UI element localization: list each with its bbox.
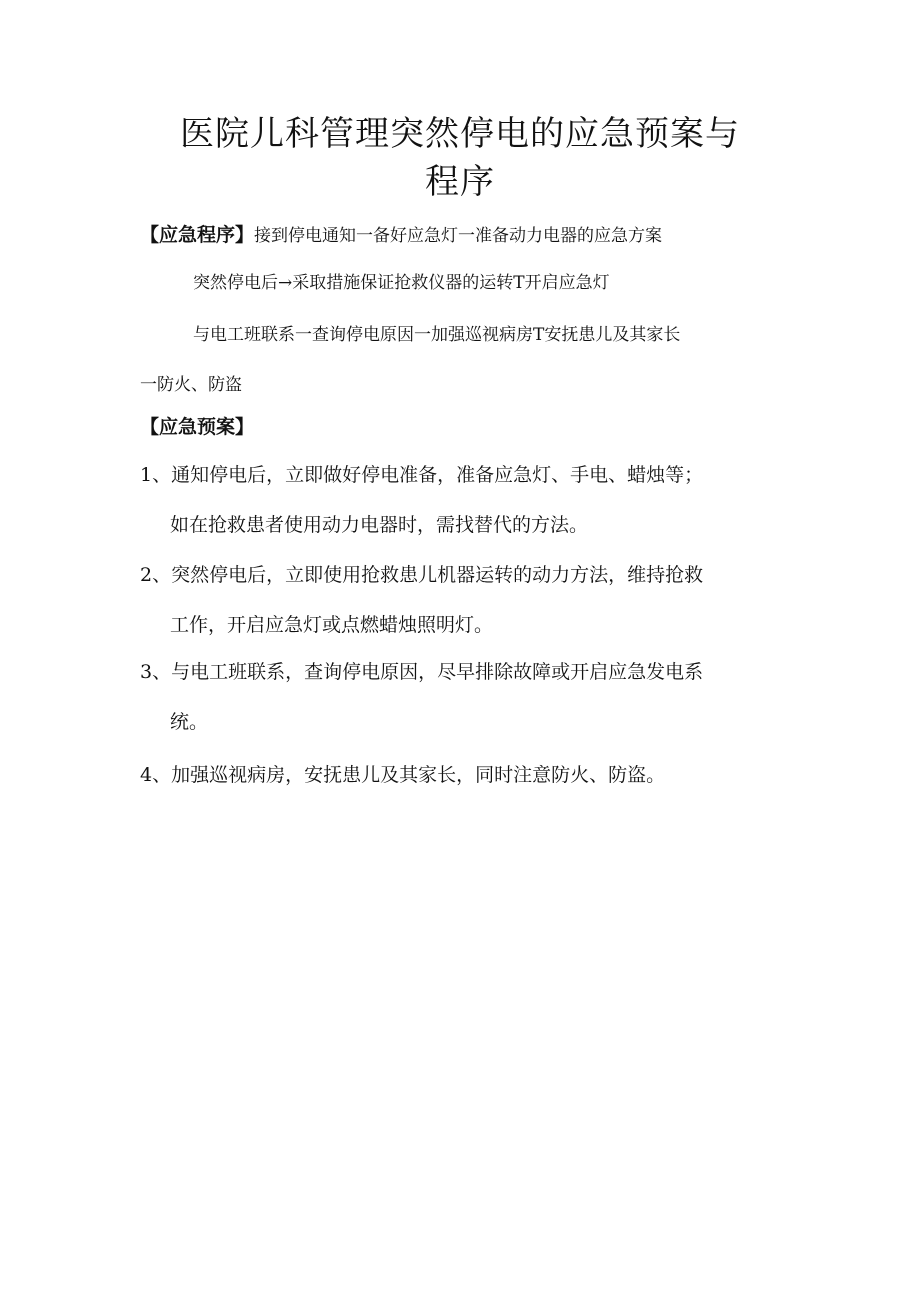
plan-item-3-line-1: 3、与电工班联系，查询停电原因，尽早排除故障或开启应急发电系 xyxy=(140,661,704,683)
procedure-step-line-1: 接到停电通知一备好应急灯一准备动力电器的应急方案 xyxy=(254,226,663,246)
plan-item-2-line-2: 工作，开启应急灯或点燃蜡烛照明灯。 xyxy=(170,614,494,636)
plan-heading: 【应急预案】 xyxy=(140,416,255,438)
procedure-heading: 【应急程序】 xyxy=(140,224,255,246)
procedure-step-line-3: 与电工班联系一查询停电原因一加强巡视病房T安抚患儿及其家长 xyxy=(193,325,681,345)
plan-item-1 xyxy=(140,450,800,550)
plan-item-1-line-2: 如在抢救患者使用动力电器时，需找替代的方法。 xyxy=(170,514,589,536)
procedure-section-first-line xyxy=(140,218,662,253)
document-title-line-1: 医院儿科管理突然停电的应急预案与 xyxy=(180,114,740,154)
plan-item-2 xyxy=(140,550,800,650)
plan-item-1-line-1: 1、通知停电后，立即做好停电准备，准备应急灯、手电、蜡烛等； xyxy=(140,464,704,486)
plan-item-4 xyxy=(140,750,800,800)
plan-item-2-line-1: 2、突然停电后，立即使用抢救患儿机器运转的动力方法，维持抢救 xyxy=(140,564,704,586)
document-title-line-2: 程序 xyxy=(425,162,495,202)
procedure-step-line-2: 突然停电后→采取措施保证抢救仪器的运转T开启应急灯 xyxy=(193,273,610,293)
plan-item-3 xyxy=(140,647,800,747)
plan-item-4-line-1: 4、加强巡视病房，安抚患儿及其家长，同时注意防火、防盗。 xyxy=(140,764,666,786)
procedure-step-line-4: 一防火、防盗 xyxy=(140,375,242,395)
plan-item-3-line-2: 统。 xyxy=(170,711,209,733)
